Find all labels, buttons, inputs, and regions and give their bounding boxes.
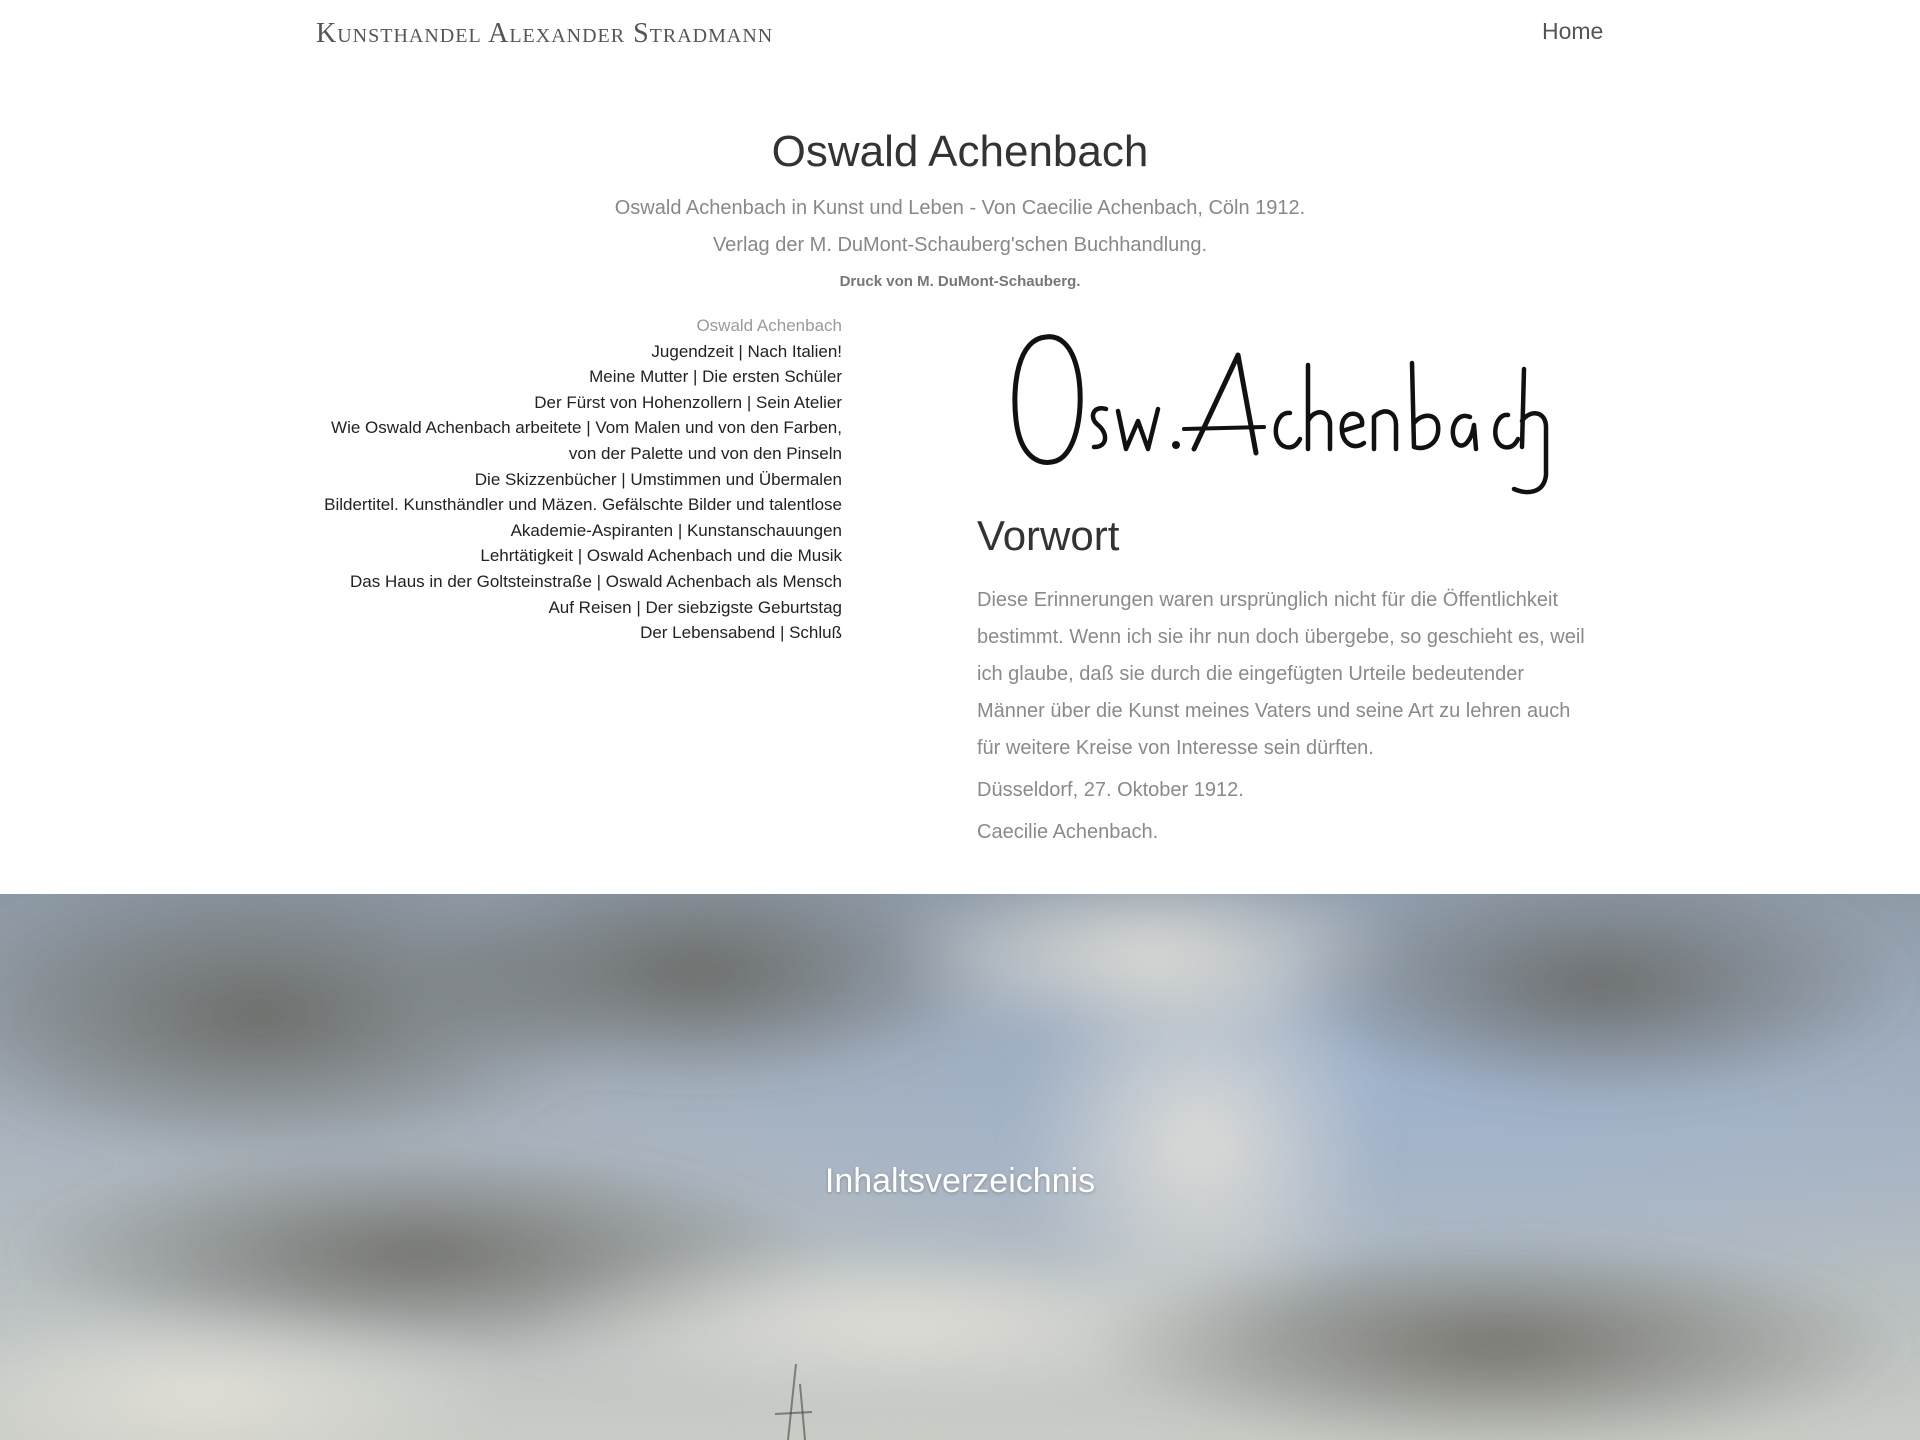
toc-item[interactable]: Der Fürst von Hohenzollern | Sein Atelier — [534, 392, 842, 412]
toc-item[interactable]: Die Skizzenbücher | Umstimmen und Übermalen — [474, 469, 842, 489]
nav-home-link[interactable]: Home — [1542, 18, 1604, 44]
hero-painting-banner — [0, 894, 1920, 1440]
toc-item[interactable]: Das Haus in der Goltsteinstraße | Oswald Achenbach als Mensch — [350, 571, 842, 591]
toc-item[interactable]: Auf Reisen | Der siebzigste Geburtstag — [548, 597, 842, 617]
toc-item[interactable]: Akademie-Aspiranten | Kunstanschauungen — [510, 520, 842, 540]
title-block — [0, 122, 1920, 292]
print-note: Druck von M. DuMont-Schauberg. — [839, 273, 1081, 290]
toc-item[interactable]: Jugendzeit | Nach Italien! — [651, 341, 842, 361]
toc-item[interactable]: Wie Oswald Achenbach arbeitete | Vom Malen und von den Farben, — [331, 418, 842, 438]
toc-item[interactable]: von der Palette und von den Pinseln — [568, 443, 842, 463]
page-title: Oswald Achenbach — [771, 127, 1149, 176]
preface-body: Diese Erinnerungen waren ursprünglich nicht für die Öffentlichkeit bestimmt. Wenn ich sie ihr nun doch übergebe, so geschieht es, weil ich glaube, daß sie durch die eingefügten Urteile bedeutender Männer über die Kunst meines Vaters und seine Art zu lehren auch für weitere Kreise von Interesse sein dürften. — [977, 589, 1585, 759]
preface-section — [977, 508, 1597, 856]
toc-item[interactable]: Bildertitel. Kunsthändler und Mäzen. Gefälschte Bilder und talentlose — [324, 495, 842, 515]
preface-place-date: Düsseldorf, 27. Oktober 1912. — [977, 779, 1244, 801]
signature-image — [1008, 325, 1558, 500]
toc-item[interactable]: Der Lebensabend | Schluß — [640, 623, 842, 643]
chapter-list — [282, 313, 842, 646]
preface-author: Caecilie Achenbach. — [977, 821, 1159, 843]
site-brand[interactable]: Kunsthandel Alexander Stradmann — [316, 18, 774, 49]
book-subtitle: Oswald Achenbach in Kunst und Leben - Von Caecilie Achenbach, Cöln 1912. — [614, 197, 1306, 219]
toc-item[interactable]: Oswald Achenbach — [696, 316, 842, 335]
preface-heading: Vorwort — [977, 512, 1120, 559]
hero-title: Inhaltsverzeichnis — [824, 1162, 1096, 1200]
publisher-line: Verlag der M. DuMont-Schauberg'schen Buchhandlung. — [712, 234, 1208, 256]
toc-item[interactable]: Lehrtätigkeit | Oswald Achenbach und die Musik — [480, 546, 842, 566]
top-navbar — [0, 0, 1920, 70]
toc-item[interactable]: Meine Mutter | Die ersten Schüler — [589, 367, 842, 387]
